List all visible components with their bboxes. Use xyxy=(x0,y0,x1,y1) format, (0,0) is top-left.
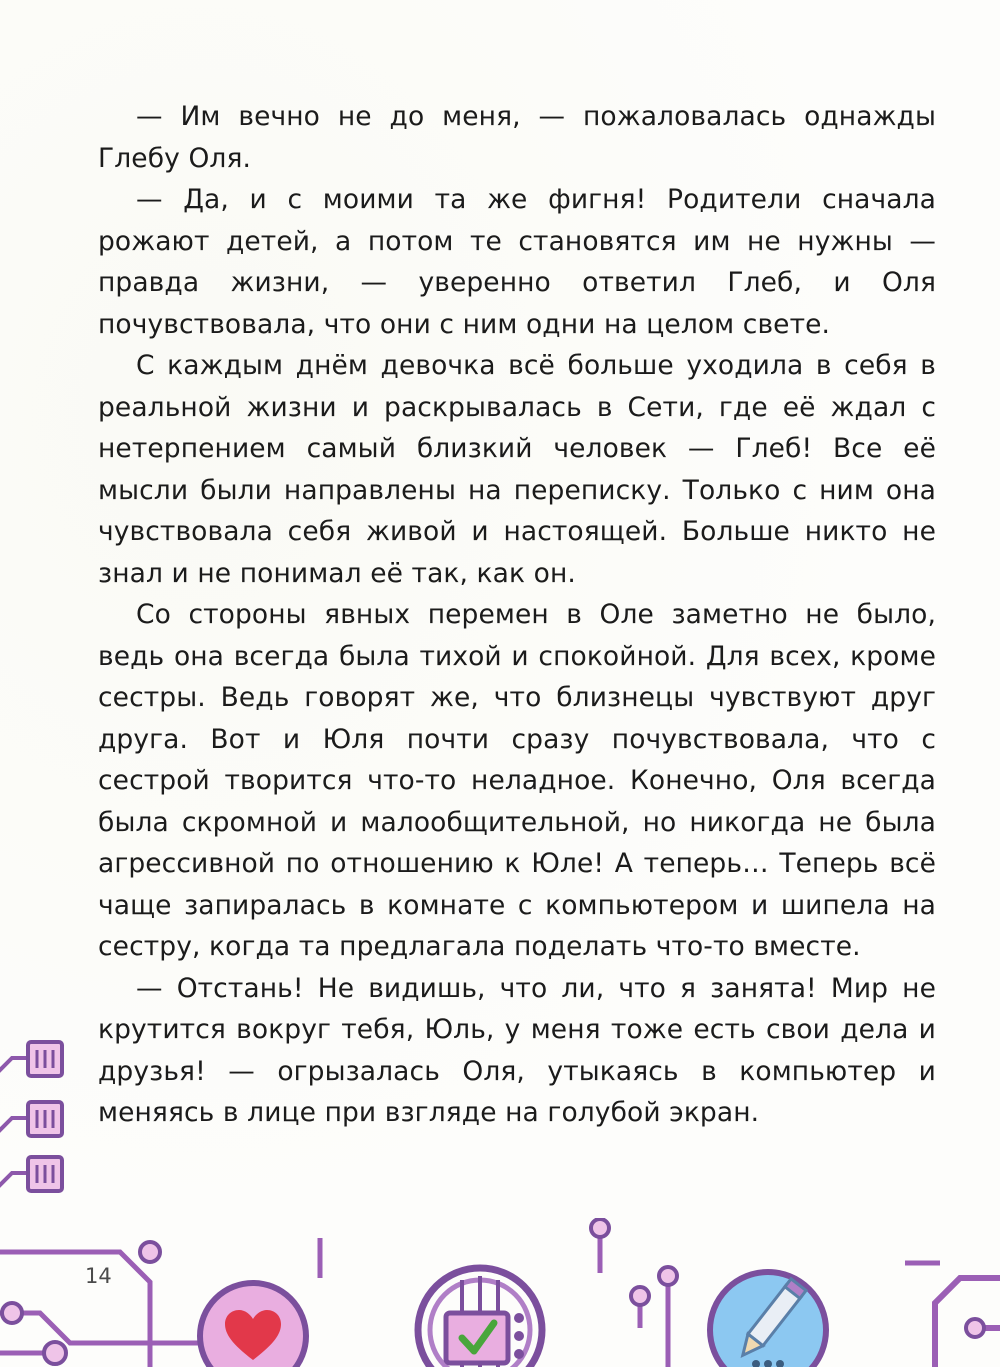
paragraph: Со стороны явных перемен в Оле заметно не было, ведь она всегда была тихой и спокойной. Для всех, кроме сестры. Ведь говорят же, что близнецы чувствуют друг друга. Вот и Юля почти сразу почувствовала, что с сестрой творится что-то неладное. Конечно, Оля всегда была скромной и малообщительной, но никогда не была агрессивной по отношению к Юле! А теперь… Теперь всё чаще запиралась в комнате с компьютером и шипела на сестру, когда та предлагала поделать что-то вместе. xyxy=(98,599,936,962)
paragraph: — Им вечно не до меня, — пожаловалась однажды Глебу Оля. xyxy=(98,101,936,174)
page-number: 14 xyxy=(85,1264,112,1288)
page-text-column xyxy=(98,96,936,1134)
paragraph: — Отстань! Не видишь, что ли, что я занята! Мир не крутится вокруг тебя, Юль, у меня тоже есть свои дела и друзья! — огрызалась Оля, утыкаясь в компьютер и меняясь в лице при взгляде на голубой экран. xyxy=(98,972,936,1128)
paragraph: — Да, и с моими та же фигня! Родители сначала рожают детей, а потом те становятся им не нужны — правда жизни, — уверенно ответил Глеб, и Оля почувствовала, что они с ним одни на целом свете. xyxy=(98,184,936,340)
paragraph: С каждым днём девочка всё больше уходила в себя в реальной жизни и раскрывалась в Сети, где её ждал с нетерпением самый близкий человек — Глеб! Все её мысли были направлены на переписку. Только с ним она чувствовала себя живой и настоящей. Больше никто не знал и не понимал её так, как он. xyxy=(98,350,936,589)
